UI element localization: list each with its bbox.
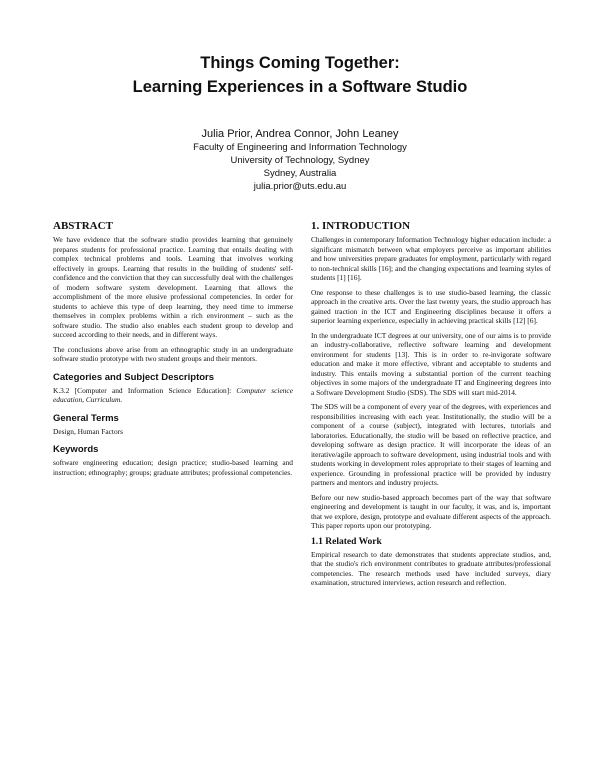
right-column [311,220,551,593]
general-terms-text: Design, Human Factors [53,426,123,436]
paper-title-line-2: Learning Experiences in a Software Studio [132,78,468,96]
introduction-paragraph-4: The SDS will be a component of every year of the degrees, with experiences and responsibilities increasing with each year. Institutionally, the studio will be a component of a course (subject), integrated with lectures, tutorials and laboratories. Educationally, the studio will be based on reflective practice, and developing software as design practice. It will incorporate the ideas of an iterative/agile approach to software development, using industrial tools and with students working in development roles appropriate to their stages of learning and experience. Grounding in professional practice will be provided by industry partners and mentors and industry projects. [311,402,551,487]
paper-title-line-1: Things Coming Together: [200,54,400,72]
related-work-paragraph-1: Empirical research to date demonstrates that students appreciate studios, and, that the studio's rich environment contributes to graduate attributes/professional competencies. The research methods used have included surveys, diary examination, structured interviews, action research and reflection. [311,549,551,587]
categories-italic: Computer science education, Curriculum. [53,385,293,404]
abstract-paragraph-1: We have evidence that the software studio provides learning that genuinely prepares students for professional practice. Learning that entails dealing with complex technical problems and tools. Learning that involves working effectively in groups. Learning that results in the building of students' self-confidence and the conviction that they can successfully deal with the challenges of modern software system development. Learning that allows the accomplishment of the more elusive professional competencies. In order for students to achieve this type of deep learning, they need time to immerse themselves in complex problems within a rich environment – such as the software studio. The studio also enables each student group to develop and succeed according to their needs, and in different ways. [53,235,293,339]
categories-heading: Categories and Subject Descriptors [53,371,215,383]
author-email[interactable]: julia.prior@uts.edu.au [253,181,347,192]
author-names: Julia Prior, Andrea Connor, John Leaney [201,128,399,140]
introduction-paragraph-5: Before our new studio-based approach becomes part of the way that software engineering and development is taught in our faculty, it was, and is, important that we explore, design, prototype and evaluate different aspects of the approach. This paper reports upon our prototyping. [311,492,551,530]
keywords-heading: Keywords [53,444,99,455]
introduction-paragraph-2: One response to these challenges is to use studio-based learning, the classic approach in the creative arts. Over the last twenty years, the studio approach has gained traction in the ICT and Engineering disciplines because it offers a superior learning experience, especially in achieving practical skills [12] [6]. [311,287,551,325]
general-terms-heading: General Terms [53,412,119,424]
left-column [53,220,293,482]
introduction-paragraph-1: Challenges in contemporary Information Technology higher education include: a significant mismatch between what employers perceive as important abilities and how universities prepare graduates for employment, particularly with regard to non-technical skills [16]; and the changing expectations and learning styles of students [1] [16]. [311,235,551,282]
introduction-paragraph-3: In the undergraduate ICT degrees at our university, one of our aims is to provide an industry-collaborative, reflective software learning and development environment for students [13]. This is in order to re-invigorate software education and make it more effective, vibrant and acceptable to students and industry. This entails moving a substantial portion of the current teaching objectives in some majors of the undergraduate IT and Engineering degrees into a Software Development Studio (SDS). The SDS will start mid-2014. [311,330,551,397]
author-block [0,127,600,193]
author-location: Sydney, Australia [263,168,337,179]
introduction-heading: 1. INTRODUCTION [311,220,411,232]
abstract-paragraph-2: The conclusions above arise from an ethnographic study in an undergraduate software studio prototype with two student groups and their mentors. [53,344,293,363]
author-affiliation: Faculty of Engineering and Information Technology [193,142,407,153]
author-university: University of Technology, Sydney [230,155,370,166]
abstract-heading: ABSTRACT [53,220,113,232]
categories-code: K.3.2 [Computer and Information Science Education]: [53,385,237,395]
categories-text [53,386,293,405]
related-work-heading: 1.1 Related Work [311,536,382,547]
keywords-text: software engineering education; design practice; studio-based learning and instruction; ethnography; groups; graduate attributes; professional competencies. [53,458,293,477]
